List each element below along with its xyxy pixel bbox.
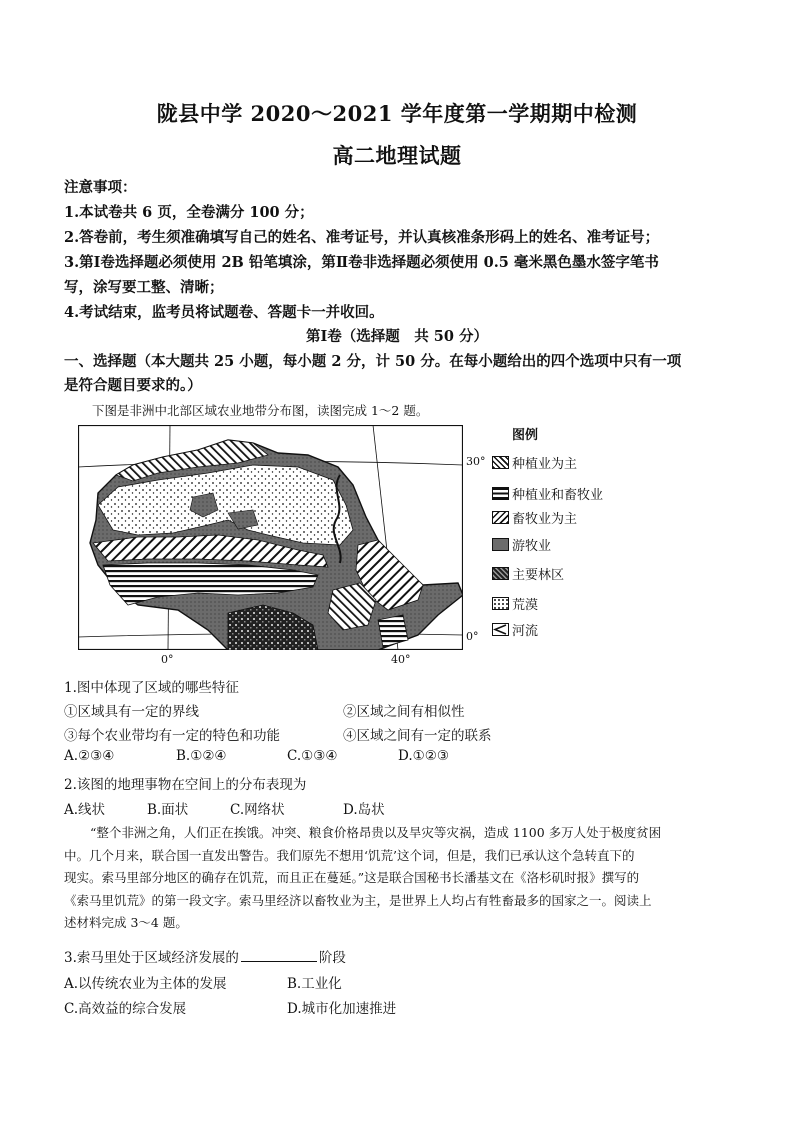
q1-statement-2: ②区域之间有相似性 [343,704,465,720]
q1-option-b: B.①②④ [176,748,227,764]
notice-item-3: 3.第Ⅰ卷选择题必须使用 2B 铅笔填涂，第Ⅱ卷非选择题必须使用 0.5 毫米黑色墨水签字笔书 [64,254,659,271]
map-intro: 下图是非洲中北部区域农业地带分布图，读图完成 1～2 题。 [92,403,429,418]
q1-statement-4: ④区域之间有一定的联系 [343,728,492,744]
legend-item-nomadic [492,535,551,554]
q3-stem-text: 阶段 [318,950,346,966]
legend-item-desert [492,594,538,613]
exam-subtitle: 高二地理试题 [332,143,462,168]
section-title: 第Ⅰ卷（选择题 共 50 分） [305,328,489,345]
notice-item-3-cont: 写，涂写要工整、清晰； [64,279,224,296]
q2-option-d: D.岛状 [343,802,385,818]
notice-item-1: 1.本试卷共 6 页，全卷满分 100 分； [64,204,314,221]
section-instructions-cont: 是符合题目要求的。） [64,377,202,394]
legend-label: 河流 [512,624,539,639]
q1-option-d: D.①②③ [398,748,449,764]
q2-option-c: C.网络状 [230,802,285,818]
legend-label: 种植业为主 [512,457,578,472]
legend-label: 游牧业 [512,539,552,554]
latitude-0-label: 0° [466,630,479,643]
legend-label: 畜牧业为主 [512,512,578,527]
legend-item-pastoral [492,508,577,527]
passage-line: “整个非洲之角，人们正在挨饿。冲突、粮食价格昂贵以及旱灾等灾祸，造成 1100 多万人处于极度贫困 [90,825,662,840]
notice-item-4: 4.考试结束，监考员将试题卷、答题卡一并收回。 [64,304,384,321]
legend-item-cultivation [492,453,577,472]
q1-statement-1: ①区域具有一定的界线 [64,704,199,720]
diagonal-hatch-icon [492,511,509,524]
section-instructions: 一、选择题（本大题共 25 小题，每小题 2 分，计 50 分。在每小题给出的四个选项中只有一项 [64,353,682,370]
longitude-0-label: 0° [161,653,174,666]
river-icon [492,623,509,636]
reading-passage [64,822,736,935]
q3-option-a: A.以传统农业为主体的发展 [64,976,227,992]
q2-option-b: B.面状 [147,802,189,818]
legend-label: 荒漠 [512,598,539,613]
passage-line: 述材料完成 3～4 题。 [64,915,188,930]
latitude-30-label: 30° [466,455,486,468]
q2-option-a: A.线状 [64,802,106,818]
crosshatch-icon [492,567,509,580]
question-1-stem: 1.图中体现了区域的哪些特征 [64,680,239,696]
notice-item-2: 2.答卷前，考生须准确填写自己的姓名、准考证号，并认真核准条形码上的姓名、准考证号； [64,229,660,246]
passage-line: 现实。索马里部分地区的确存在饥荒，而且正在蔓延。”这是联合国秘书长潘基文在《洛杉矶时报》撰写的 [64,870,640,885]
q1-option-c: C.①③④ [287,748,338,764]
legend-label: 种植业和畜牧业 [512,488,604,503]
legend-label: 主要林区 [512,568,565,583]
africa-agriculture-map [78,425,463,650]
q3-option-b: B.工业化 [287,976,342,992]
dark-fill-icon [492,538,509,551]
legend-item-river [492,620,538,639]
passage-line: 《索马里饥荒》的第一段文字。索马里经济以畜牧业为主，是世界上人均占有牲畜最多的国家之一。阅读上 [64,892,652,908]
exam-title: 陇县中学 2020～2021 学年度第一学期期中检测 [156,101,638,126]
q3-option-c: C.高效益的综合发展 [64,1001,187,1017]
longitude-40-label: 40° [391,653,411,666]
answer-blank [241,949,317,962]
question-3-stem [64,946,346,966]
horizontal-hatch-icon [492,487,509,500]
q3-option-d: D.城市化加速推进 [287,1001,397,1017]
q1-option-a: A.②③④ [64,748,115,764]
legend-item-mixed [492,484,603,503]
legend-item-forest [492,564,564,583]
q3-stem-text: 3.索马里处于区域经济发展的 [64,950,239,966]
passage-line: 中。几个月来，联合国一直发出警告。我们原先不想用‘饥荒’这个词，但是，我们已承认这个急转直下的 [64,847,635,863]
map-svg [78,425,463,650]
dotted-fill-icon [492,597,509,610]
diagonal-hatch-icon [492,456,509,469]
legend-title: 图例 [512,428,539,443]
question-2-stem: 2.该图的地理事物在空间上的分布表现为 [64,777,307,793]
q1-statement-3: ③每个农业带均有一定的特色和功能 [64,728,280,744]
notice-heading: 注意事项： [64,179,137,196]
